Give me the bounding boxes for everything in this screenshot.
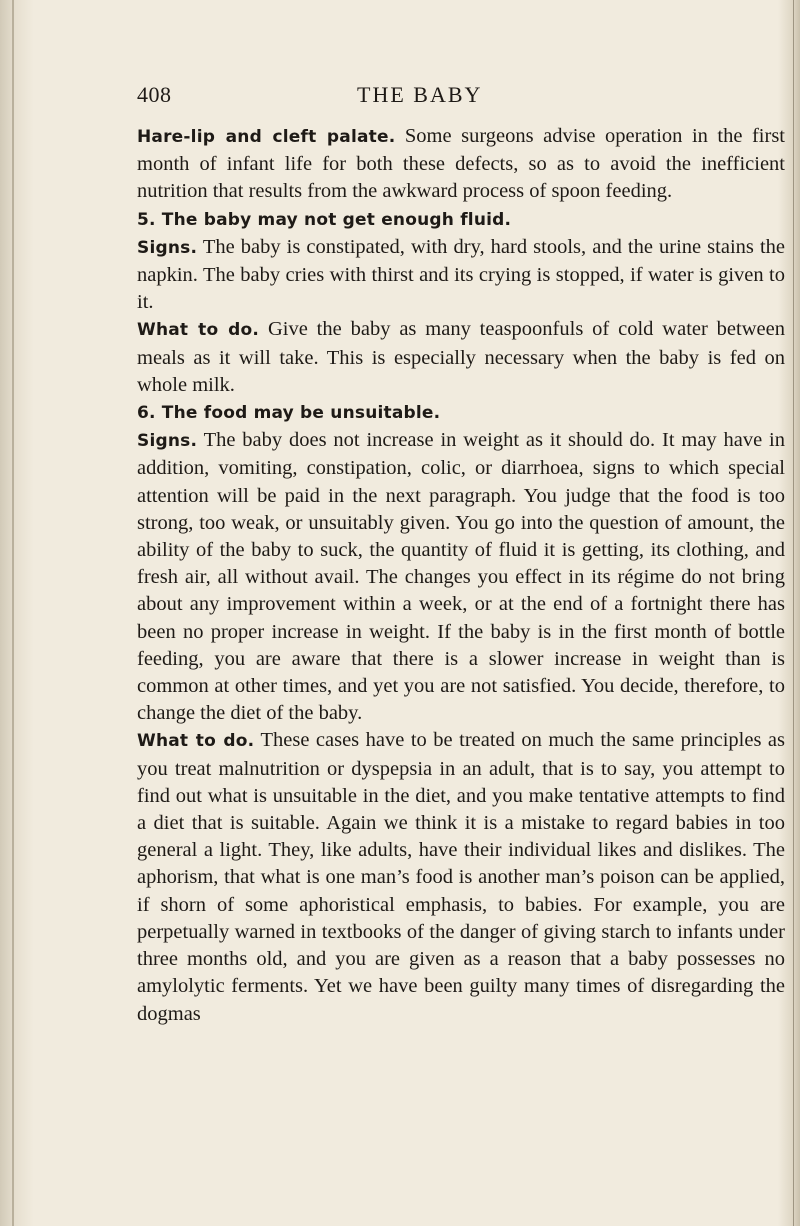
paragraph-text: Give the baby as many teaspoonfuls of cold water between meals as it will take. This is especially necessary when the baby is fed on whole milk. (137, 318, 785, 396)
paragraph-text: These cases have to be treated on much the same principles as you treat malnutrition or dyspepsia in an adult, that is to say, you attempt to find out what is unsuitable in the diet, and you make tentative attempts to find a diet that is suitable. Again we think it is a mistake to regard babies in too general a light. They, like adults, have their individual likes and dislikes. The aphorism, that what is one man’s food is another man’s poison can be applied, if shorn of some aphoristical emphasis, to babies. For example, you are perpetually warned in textbooks of the danger of giving starch to infants under three months old, and you are given as a reason that a baby possesses no amylolytic ferments. Yet we have been guilty many times of disregarding the dogmas (137, 729, 785, 1025)
paragraph-heading: Signs. (137, 431, 198, 452)
page-header (137, 82, 785, 112)
paragraph-what-to-do-fluid (137, 316, 785, 399)
section-heading-6 (137, 399, 785, 427)
section-heading: 6. The food may be unsuitable. (137, 403, 441, 424)
paragraph-heading: Hare-lip and cleft palate. (137, 127, 396, 147)
page-number: 408 (137, 82, 172, 107)
section-heading-5 (137, 206, 785, 234)
section-heading: 5. The baby may not get enough fluid. (137, 209, 512, 230)
paragraph-signs-food (137, 427, 785, 727)
paragraph-signs-fluid (137, 234, 785, 317)
paragraph-text: Some surgeons advise operation in the first month of infant life for both these defects, so as to avoid the inefficient nutrition that results from the awkward process of spoon feeding. (137, 125, 785, 203)
body-text (137, 123, 785, 1028)
paragraph-heading: What to do. (137, 731, 255, 752)
page-binding-shadow-left (0, 0, 34, 1226)
running-head: THE BABY (357, 82, 483, 107)
paragraph-what-to-do-food (137, 727, 785, 1027)
paragraph-heading: Signs. (137, 237, 198, 258)
paragraph-heading: What to do. (137, 320, 260, 341)
paragraph-text: The baby does not increase in weight as it should do. It may have in addition, vomiting, constipation, colic, or diarrhoea, signs to which special attention will be paid in the next paragraph. You judge that the food is too strong, too weak, or unsuitably given. You go into the question of amount, the ability of the baby to suck, the quantity of fluid it is getting, its clothing, and fresh air, all without avail. The changes you effect in its régime do not bring about any improvement within a week, or at the end of a fortnight there has been no proper increase in weight. If the baby is in the first month of bottle feeding, you are aware that there is a slower increase in weight than is common at other times, and yet you are not satisfied. You decide, therefore, to change the diet of the baby. (137, 429, 785, 725)
paragraph-hare-lip (137, 123, 785, 206)
paragraph-text: The baby is constipated, with dry, hard stools, and the urine stains the napkin. The baby cries with thirst and its crying is stopped, if water is given to it. (137, 235, 785, 314)
